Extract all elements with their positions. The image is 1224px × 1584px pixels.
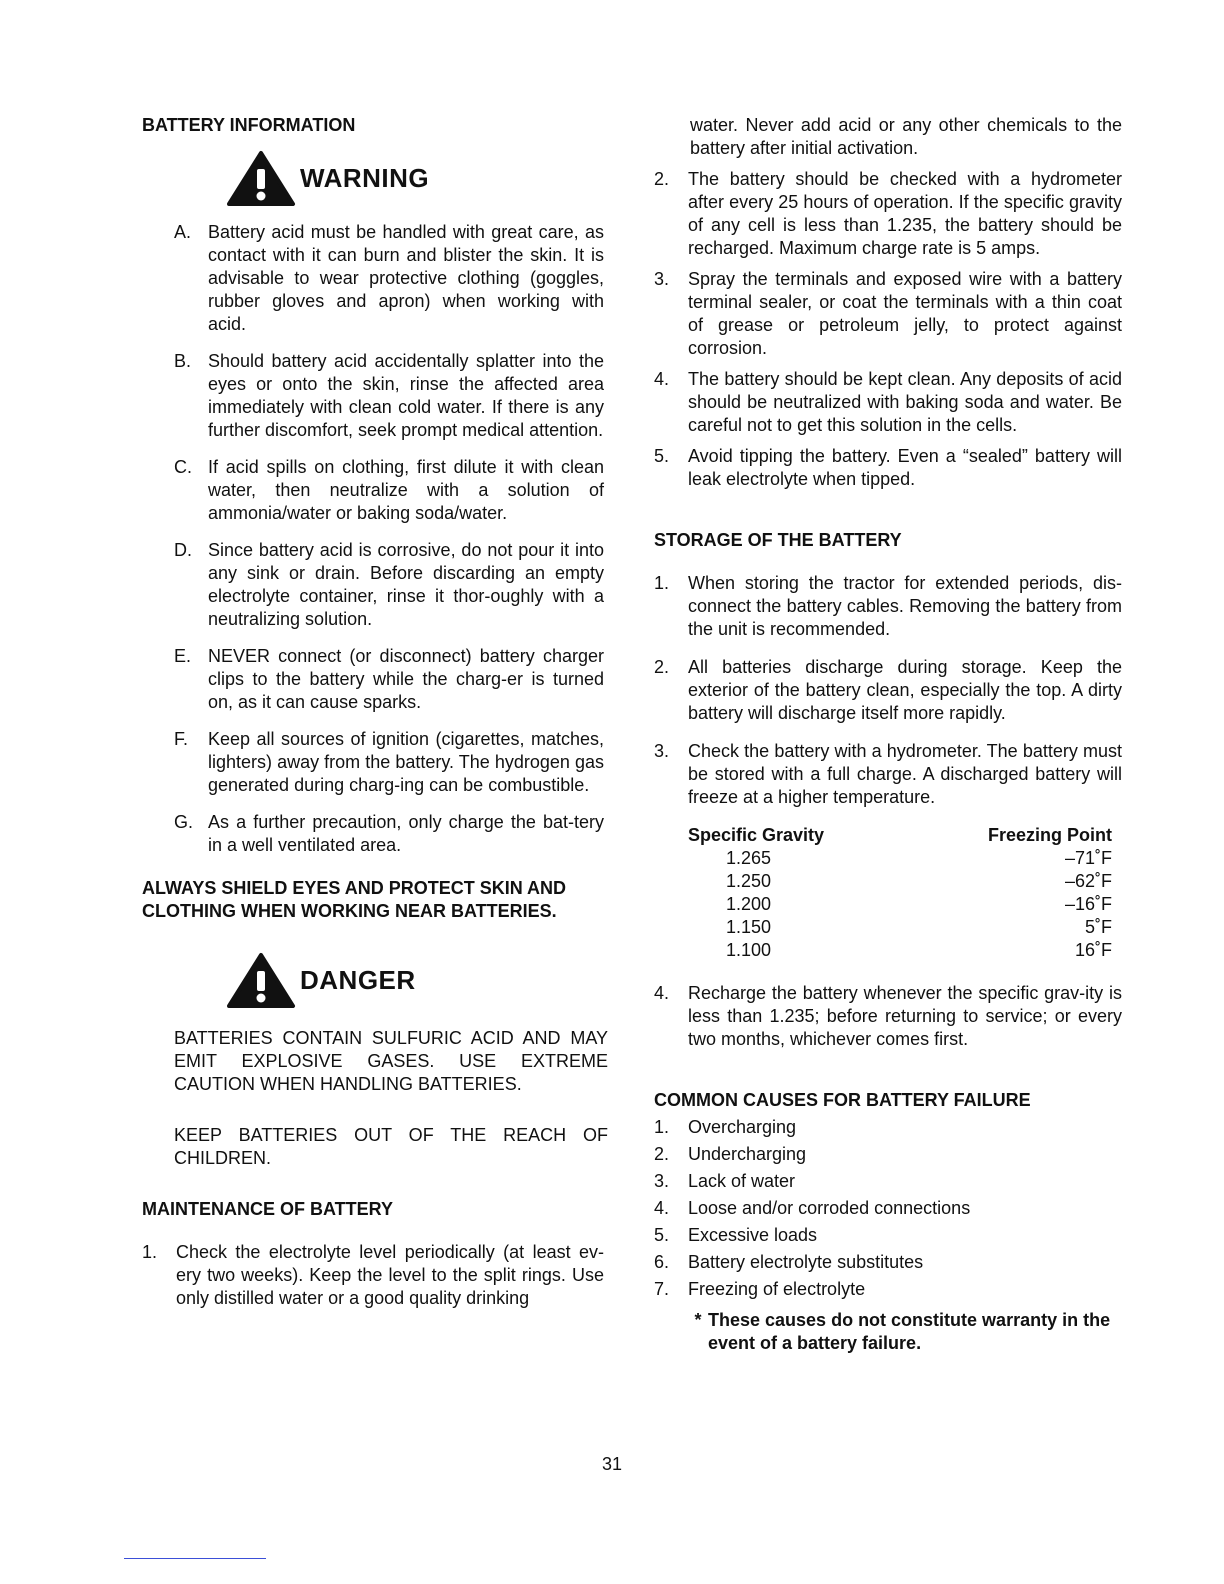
danger-header: [226, 951, 604, 1009]
warning-item-b: B. Should battery acid accidentally splatter into the eyes or onto the skin, rinse the affected area immediately with clean cold water. If there is any further discomfort, seek prompt medical attention.: [174, 351, 604, 440]
list-item: 5. Excessive loads: [654, 1225, 818, 1245]
maintenance-item-1: 1. Check the electrolyte level periodically (at least ev-ery two weeks). Keep the level to the split rings. Use only distilled water or a good quality drinking: [142, 1242, 604, 1308]
danger-triangle-icon: [226, 951, 296, 1009]
list-item: 4. Loose and/or corroded connections: [654, 1198, 971, 1218]
danger-label: DANGER: [300, 964, 416, 995]
maintenance-item-2: 2. The battery should be checked with a hydrometer after every 25 hours of operation. If the specific gravity of any cell is less than 1.235, the battery should be recharged. Maximum charge rate is 5 amps.: [654, 169, 1122, 258]
storage-heading: STORAGE OF THE BATTERY: [654, 530, 902, 550]
storage-item-3: 3. Check the battery with a hydrometer. The battery must be stored with a full charge. A discharged battery will freeze at a higher temperature.: [654, 741, 1122, 807]
warning-item-c: C. If acid spills on clothing, first dilute it with clean water, then neutralize with a solution of ammonia/water or baking soda/water.: [174, 457, 604, 523]
storage-item-1: 1. When storing the tractor for extended periods, dis-connect the battery cables. Removing the battery from the unit is recommended.: [654, 573, 1122, 639]
danger-paragraph-1: BATTERIES CONTAIN SULFURIC ACID AND MAY EMIT EXPLOSIVE GASES. USE EXTREME CAUTION WHEN HANDLING BATTERIES.: [174, 1028, 608, 1094]
right-column: [654, 114, 1122, 1355]
warning-header: [226, 149, 604, 207]
warning-item-e: E. NEVER connect (or disconnect) battery charger clips to the battery while the charg-er is turned on, as it can cause sparks.: [174, 646, 604, 712]
list-item: 2. Undercharging: [654, 1144, 807, 1164]
freezing-point-header: Freezing Point: [987, 825, 1112, 845]
warning-item-a: A. Battery acid must be handled with great care, as contact with it can burn and blister the skin. It is advisable to wear protective clothing (goggles, rubber gloves and apron) when working with acid.: [174, 222, 604, 334]
maintenance-heading: MAINTENANCE OF BATTERY: [142, 1199, 393, 1219]
warranty-note: [688, 1309, 1122, 1355]
warning-item-g: G. As a further precaution, only charge the bat-tery in a well ventilated area.: [174, 812, 604, 855]
storage-item-4: 4. Recharge the battery whenever the specific grav-ity is less than 1.235; before returning to service; or every two months, whichever comes first.: [654, 983, 1122, 1049]
list-item: 7. Freezing of electrolyte: [654, 1279, 866, 1299]
table-row: 1.200 –16˚F: [726, 894, 1112, 914]
warning-label: WARNING: [300, 162, 430, 193]
table-row: 1.150 5˚F: [726, 917, 1112, 937]
page-number: 31: [601, 1454, 623, 1474]
danger-paragraph-2: KEEP BATTERIES OUT OF THE REACH OF CHILDREN.: [174, 1125, 608, 1168]
table-row: 1.265 –71˚F: [726, 848, 1112, 868]
left-column: [142, 114, 608, 1310]
maintenance-item-1-continued: water. Never add acid or any other chemicals to the battery after initial activation.: [690, 115, 1122, 158]
warranty-note-text: These causes do not constitute warranty in the event of a battery failure.: [708, 1310, 1111, 1353]
storage-item-2: 2. All batteries discharge during storage. Keep the exterior of the battery clean, especially the top. A dirty battery will discharge itself more rapidly.: [654, 657, 1122, 723]
causes-list: [654, 1114, 1122, 1303]
warning-item-d: D. Since battery acid is corrosive, do not pour it into any sink or drain. Before discarding an empty electrolyte container, rinse it thor-oughly with a neutralizing solution.: [174, 540, 604, 629]
maintenance-item-5: 5. Avoid tipping the battery. Even a “sealed” battery will leak electrolyte when tipped.: [654, 446, 1122, 489]
maintenance-item-4: 4. The battery should be kept clean. Any deposits of acid should be neutralized with baking soda and water. Be careful not to get this solution in the cells.: [654, 369, 1122, 435]
freezing-point-table: [688, 824, 1112, 962]
battery-information-heading: BATTERY INFORMATION: [142, 115, 356, 135]
maintenance-item-3: 3. Spray the terminals and exposed wire with a battery terminal sealer, or coat the terminals with a thin coat of grease or petroleum jelly, to protect against corrosion.: [654, 269, 1122, 358]
shield-notice: ALWAYS SHIELD EYES AND PROTECT SKIN AND CLOTHING WHEN WORKING NEAR BATTERIES.: [142, 878, 567, 921]
note-asterisk: *: [694, 1310, 702, 1330]
footer-divider: [124, 1558, 266, 1559]
table-row: 1.100 16˚F: [726, 940, 1112, 960]
causes-heading: COMMON CAUSES FOR BATTERY FAILURE: [654, 1090, 1031, 1110]
table-row: 1.250 –62˚F: [726, 871, 1112, 891]
list-item: 3. Lack of water: [654, 1171, 796, 1191]
warning-triangle-icon: [226, 149, 296, 207]
list-item: 6. Battery electrolyte substitutes: [654, 1252, 924, 1272]
warning-item-f: F. Keep all sources of ignition (cigarettes, matches, lighters) away from the battery. The hydrogen gas generated during charg-ing can be combustible.: [174, 729, 604, 795]
list-item: 1. Overcharging: [654, 1117, 797, 1137]
specific-gravity-header: Specific Gravity: [688, 825, 825, 845]
